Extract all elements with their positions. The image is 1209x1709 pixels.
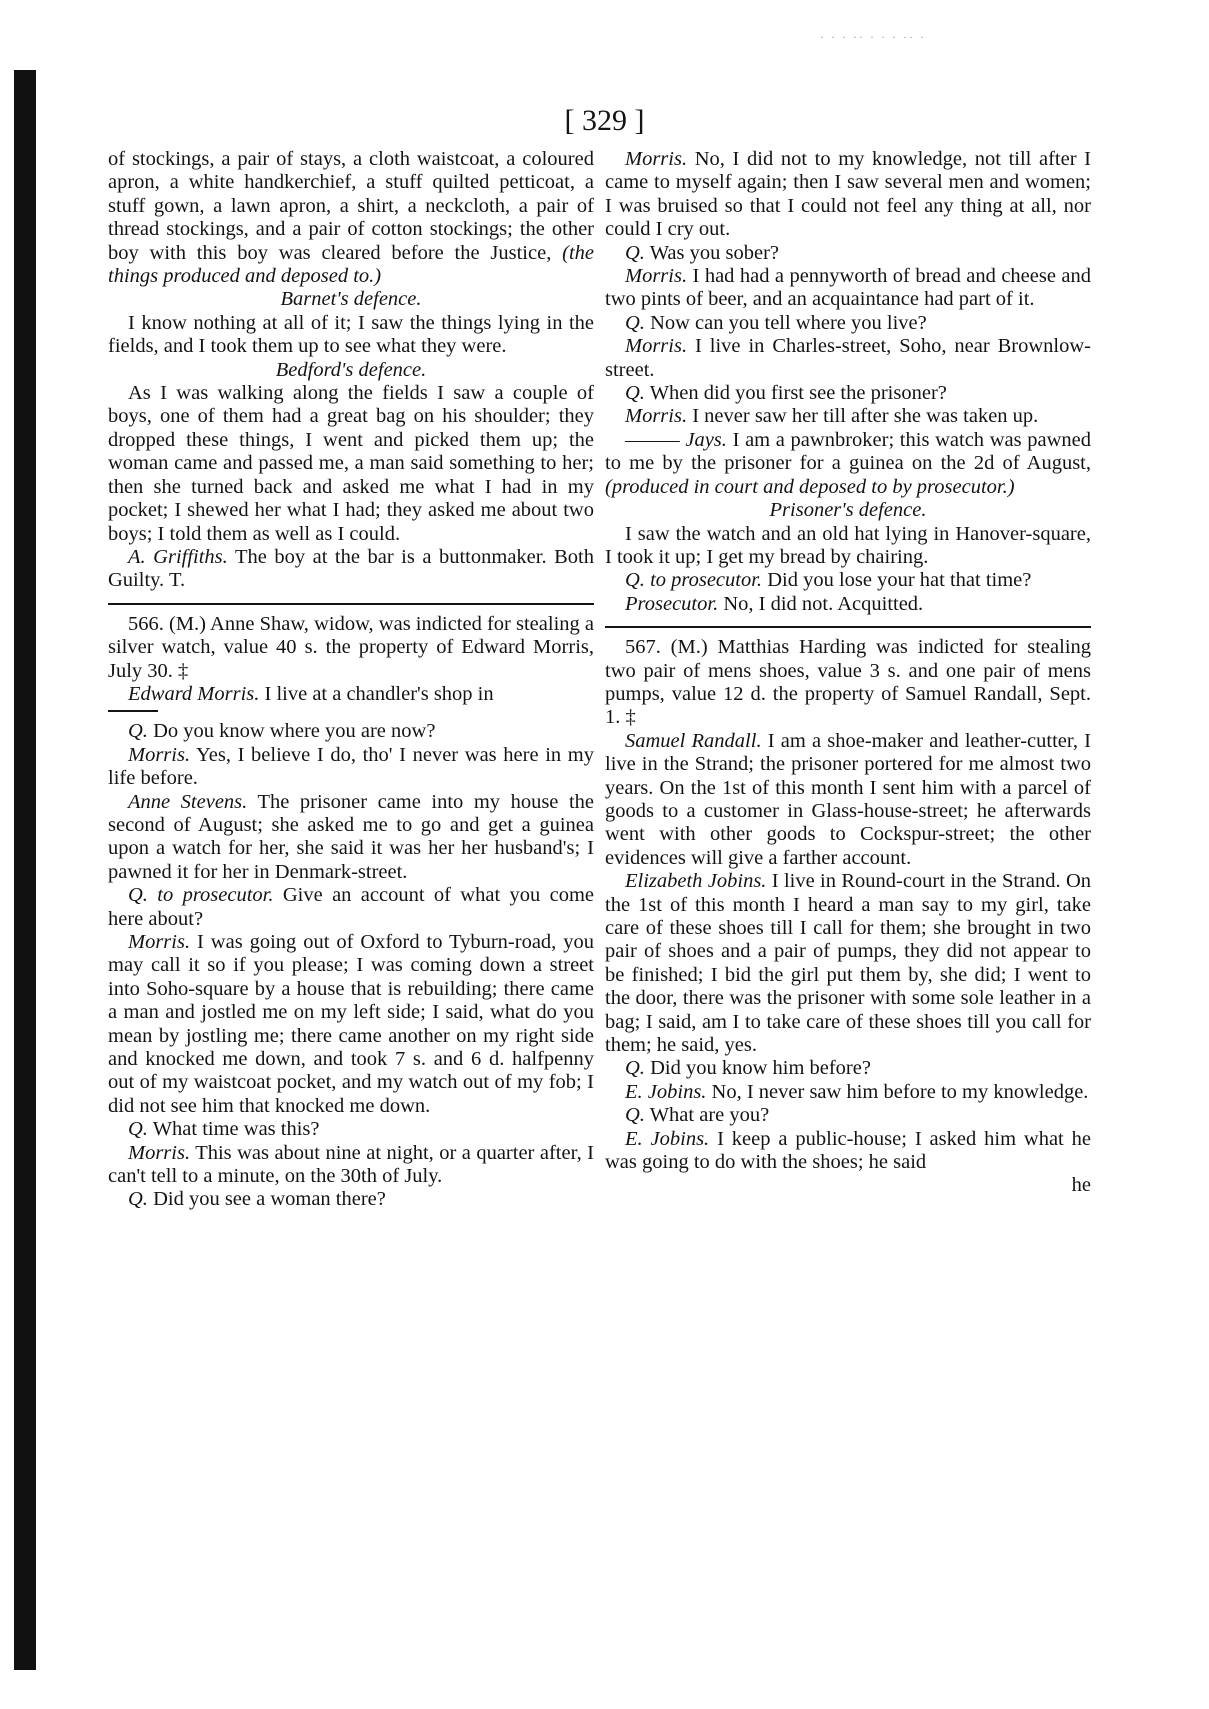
paragraph: Morris. No, I did not to my knowledge, not till after I came to myself again; then I saw several men and women; I was bruised so that I could not feel any thing at all, nor could I cry out. xyxy=(605,148,1092,241)
paragraph: I know nothing at all of it; I saw the things lying in the fields, and I took them up to see what they were. xyxy=(108,311,594,358)
page-number: [ 329 ] xyxy=(564,104,645,137)
paragraph: Prosecutor. No, I did not. Acquitted. xyxy=(625,592,924,615)
paragraph: Morris. I was going out of Oxford to Tyburn-road, you may call it so if you please; I was coming down a street into Soho-square by a house that is rebuilding; there came a man and jostled me on my left side; I said, what do you mean by jostling me; there came another on my right side and knocked me down, and took 7 s. and 6 d. halfpenny out of my waistcoat pocket, and my watch out of my fob; I did not see him that knocked me down. xyxy=(108,931,594,1117)
question: Q. to prosecutor. Give an account of what you come here about? xyxy=(108,884,594,930)
paragraph: Morris. I never saw her till after she was taken up. xyxy=(625,405,1039,428)
left-column xyxy=(108,148,594,1212)
scan-noise: · · · ·· · · · ·· · xyxy=(820,30,926,44)
question: Q. Now can you tell where you live? xyxy=(625,311,927,334)
paragraph: A. Griffiths. The boy at the bar is a buttonmaker. Both Guilty. T. xyxy=(108,545,594,592)
paragraph: I saw the watch and an old hat lying in Hanover-square, I took it up; I get my bread by chairing. xyxy=(605,522,1091,568)
paragraph: of stockings, a pair of stays, a cloth waistcoat, a coloured apron, a white handkerchief, a stuff quilted petticoat, a stuff gown, a lawn apron, a shirt, a neckcloth, a pair of thread stockings, and a pair of cotton stockings; the other boy with this boy was cleared before the Justice, (the things produced and deposed to.) xyxy=(108,148,595,288)
paragraph: Edward Morris. I live at a chandler's shop in xyxy=(128,682,494,705)
catchword: he xyxy=(1071,1174,1091,1197)
paragraph: ——— Jays. I am a pawnbroker; this watch was pawned to me by the prisoner for a guinea on the 2d of August, (produced in court and deposed to by prosecutor.) xyxy=(605,428,1092,498)
question: Q. What are you? xyxy=(625,1104,770,1127)
section-heading: Bedford's defence. xyxy=(275,358,427,381)
short-divider xyxy=(108,710,158,712)
paragraph: Anne Stevens. The prisoner came into my house the second of August; she asked me to go and get a guinea upon a watch for her, she said it was her her husband's; I pawned it for her in Denmark-street. xyxy=(108,790,594,883)
paragraph: Elizabeth Jobins. I live in Round-court in the Strand. On the 1st of this month I heard a man say to my girl, take care of these shoes till I call for them; she brought in two pair of shoes and a pair of pumps, they did not appear to be finished; I bid the girl put them by, she did; I went to the door, there was the prisoner with some sole leather in a bag; I said, am I to take care of these shoes till you call for them; he said, yes. xyxy=(605,870,1092,1057)
section-heading: Prisoner's defence. xyxy=(769,499,927,522)
paragraph: Morris. I had had a pennyworth of bread and cheese and two pints of beer, and an acquaintance had part of it. xyxy=(605,265,1091,311)
question: Q. to prosecutor. Did you lose your hat that time? xyxy=(625,569,1032,592)
question: Q. Did you know him before? xyxy=(625,1057,871,1080)
case-divider xyxy=(605,626,1091,628)
question: Q. Do you know where you are now? xyxy=(128,720,436,743)
case-divider xyxy=(108,603,594,605)
paragraph: Morris. I live in Charles-street, Soho, near Brownlow-street. xyxy=(605,335,1091,381)
binding-edge xyxy=(14,70,36,1670)
right-column xyxy=(605,148,1091,1198)
paragraph: Samuel Randall. I am a shoe-maker and leather-cutter, I live in the Strand; the prisoner portered for me almost two years. On the 1st of this month I sent him with a parcel of goods to a customer in Glass-house-street; he afterwards went with other goods to Cockspur-street; the other evidences will give a farther account. xyxy=(605,729,1092,869)
question: Q. Was you sober? xyxy=(625,241,779,264)
question: Q. Did you see a woman there? xyxy=(128,1188,386,1211)
paragraph: E. Jobins. I keep a public-house; I asked him what he was going to do with the shoes; he said xyxy=(605,1127,1091,1174)
question: Q. When did you first see the prisoner? xyxy=(625,382,947,405)
case-heading: 566. (M.) Anne Shaw, widow, was indicted for stealing a silver watch, value 40 s. the property of Edward Morris, July 30. ‡ xyxy=(108,612,595,682)
paragraph: Morris. Yes, I believe I do, tho' I never was here in my life before. xyxy=(108,743,594,790)
question: Q. What time was this? xyxy=(128,1118,320,1141)
section-heading: Barnet's defence. xyxy=(280,288,422,311)
paragraph: Morris. This was about nine at night, or a quarter after, I can't tell to a minute, on the 30th of July. xyxy=(108,1141,594,1188)
paragraph: E. Jobins. No, I never saw him before to my knowledge. xyxy=(625,1080,1089,1103)
case-heading: 567. (M.) Matthias Harding was indicted for stealing two pair of mens shoes, value 3 s. and one pair of mens pumps, value 12 d. the property of Samuel Randall, Sept. 1. ‡ xyxy=(605,636,1092,729)
paragraph: As I was walking along the fields I saw a couple of boys, one of them had a great bag on his shoulder; they dropped these things, I went and picked them up; the woman came and passed me, a man said something to her; then she turned back and asked me what I had in my pocket; I shewed her what I had; they asked me about two boys; I told them as well as I could. xyxy=(108,382,594,545)
